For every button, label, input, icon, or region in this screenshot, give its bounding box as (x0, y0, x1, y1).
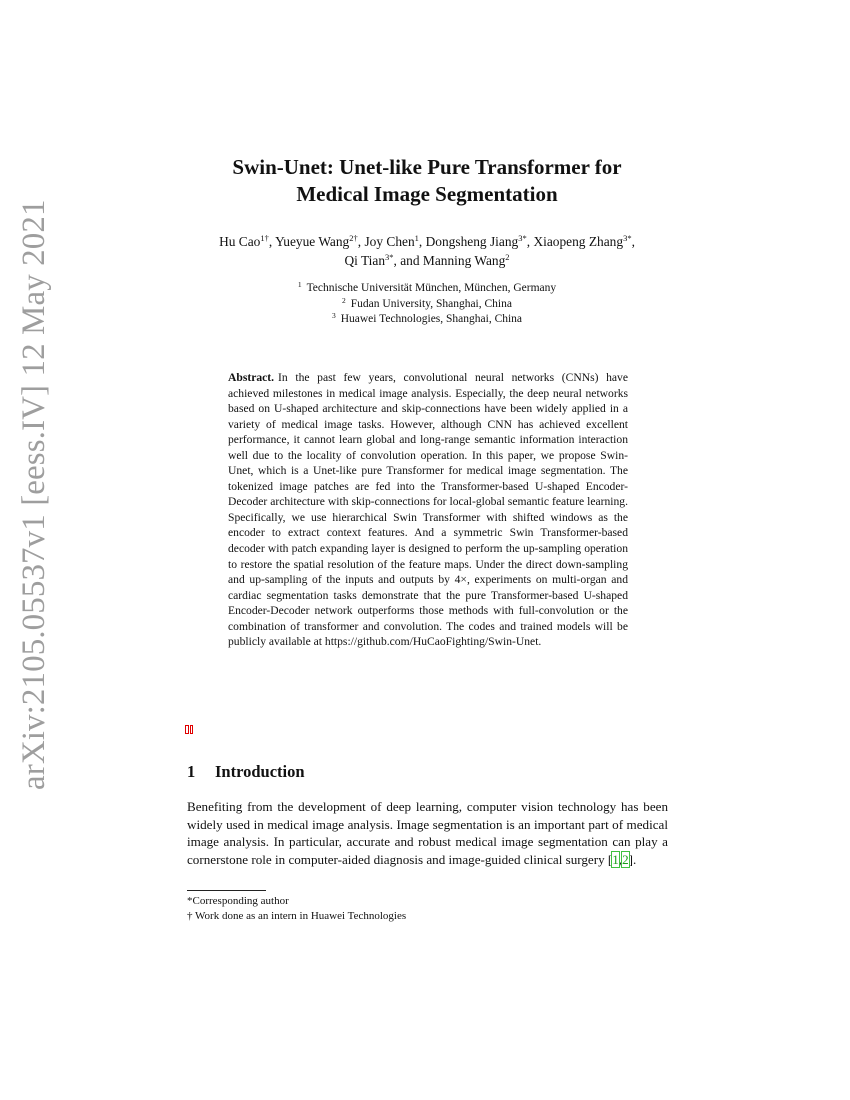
footnotes (187, 894, 406, 924)
citation-link[interactable]: 2 (622, 851, 629, 867)
arxiv-stamp: arXiv:2105.05537v1 [eess.IV] 12 May 2021 (16, 199, 52, 790)
title-line-2: Medical Image Segmentation (296, 182, 558, 206)
footnote-corresponding: *Corresponding author (187, 895, 289, 907)
author: Yueyue Wang$^{2\dagger}$ (275, 233, 358, 249)
footnote-rule (187, 890, 266, 891)
affiliations (150, 281, 704, 328)
affiliation: $^3$ Huawei Technologies, Shanghai, China (331, 311, 523, 325)
abstract (228, 370, 628, 650)
title-line-1: Swin-Unet: Unet-like Pure Transformer for (232, 155, 622, 179)
intro-paragraph: Benefiting from the development of deep learning, computer vision technology has been widely used in medical image analysis. Image segmentation is an important part of medical image analysis. In particular, accurate and robust medical image segmentation can play a cornerstone role in computer-aided diagnosis and image-guided clinical surgery [1,2]. (187, 799, 668, 867)
paper-title (150, 154, 704, 208)
citation-link[interactable]: 1 (612, 851, 619, 867)
author-list: Hu Cao$^{1\dagger}$, Yueyue Wang$^{2\dagger}$, Joy Chen$^1$, Dongsheng Jiang$^{3*}$, Xiaopeng Zhang$^{3*}$, Qi Tian$^{3*}$, and Manning Wang$^2$ (219, 233, 635, 268)
section-title: Introduction (215, 762, 305, 781)
link-marker-icon[interactable] (185, 725, 193, 733)
author: Dongsheng Jiang$^{3*}$ (425, 233, 527, 249)
abstract-text: In the past few years, convolutional neural networks (CNNs) have achieved milestones in medical image analysis. Especially, the deep neural networks based on U-shaped architecture and skip-connections have been widely applied in a variety of medical image tasks. However, although CNN has achieved excellent performance, it cannot learn global and long-range semantic information interaction well due to the locality of convolution operation. In this paper, we propose Swin-Unet, which is a Unet-like pure Transformer for medical image segmentation. The tokenized image patches are fed into the Transformer-based U-shaped Encoder-Decoder architecture with skip-connections for local-global semantic feature learning. Specifically, we use hierarchical Swin Transformer with shifted windows as the encoder to extract context features. And a symmetric Swin Transformer-based decoder with patch expanding layer is designed to perform the up-sampling operation to restore the spatial resolution of the feature maps. Under the direct down-sampling and up-sampling of the inputs and outputs by 4×, experiments on multi-organ and cardiac segmentation tasks demonstrate that the pure Transformer-based U-shaped Encoder-Decoder network outperforms those methods with full-convolution or the combination of transformer and convolution. The codes and trained models will be publicly available at https://github.com/HuCaoFighting/Swin-Unet. (228, 371, 628, 649)
affiliation: $^1$ Technische Universität München, München, Germany (297, 280, 557, 294)
section-number: 1 (187, 762, 196, 781)
author: Manning Wang$^2$ (422, 251, 510, 268)
author: Joy Chen$^1$ (364, 233, 419, 249)
author: Xiaopeng Zhang$^{3*}$ (533, 233, 632, 249)
section-heading (187, 762, 305, 782)
footnote-intern: † Work done as an intern in Huawei Technologies (187, 910, 407, 922)
author: Qi Tian$^{3*}$ (344, 251, 394, 268)
abstract-label: Abstract. (228, 371, 275, 384)
affiliation: $^2$ Fudan University, Shanghai, China (342, 295, 512, 310)
author: Hu Cao$^{1\dagger}$ (219, 233, 269, 249)
